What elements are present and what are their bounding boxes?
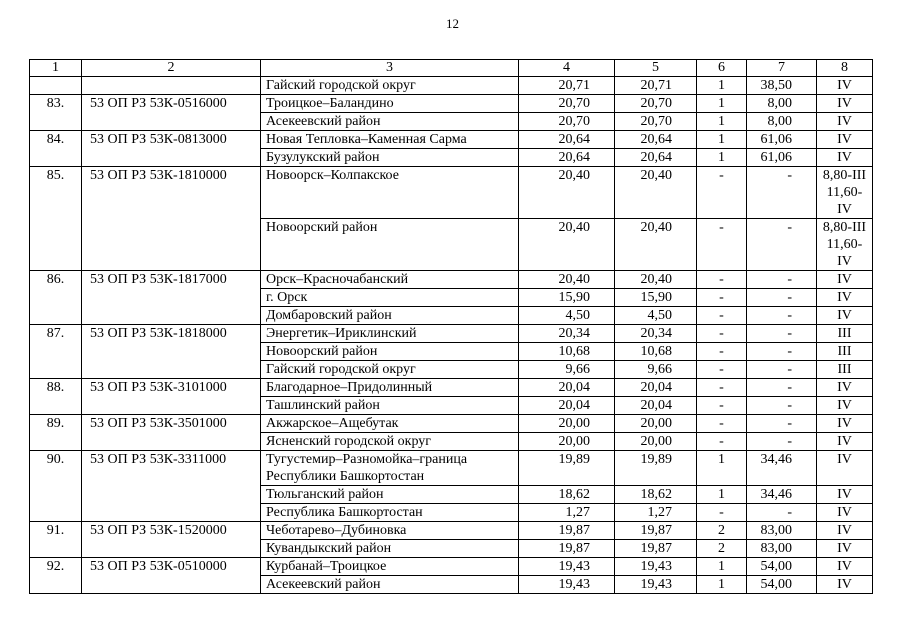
length-hard-cell: 20,04 [615, 379, 697, 397]
table-row [30, 95, 873, 113]
length-segment-cell: 61,06 [747, 149, 817, 167]
length-segment-cell: - [747, 307, 817, 325]
length-segment-cell: - [747, 397, 817, 415]
road-name-cell: Чеботарево–Дубиновка [261, 522, 519, 540]
length-total-cell: 19,43 [519, 558, 615, 576]
length-total-cell: 20,70 [519, 113, 615, 131]
length-hard-cell: 4,50 [615, 307, 697, 325]
length-total-cell: 15,90 [519, 289, 615, 307]
table-row [30, 451, 873, 486]
category-cell: IV [817, 131, 873, 149]
roads-table [29, 59, 873, 594]
category-cell: IV [817, 486, 873, 504]
length-total-cell: 20,04 [519, 397, 615, 415]
table-row [30, 522, 873, 540]
lanes-cell: 1 [697, 131, 747, 149]
road-code-cell: 53 ОП РЗ 53К-1520000 [82, 522, 261, 558]
row-number-cell: 90. [30, 451, 82, 522]
row-number-cell: 86. [30, 271, 82, 325]
lanes-cell: - [697, 379, 747, 397]
category-cell: 8,80-III 11,60-IV [817, 219, 873, 271]
road-name-cell: Тугустемир–Разномойка–граница Республики Башкортостан [261, 451, 519, 486]
row-number-cell: 91. [30, 522, 82, 558]
lanes-cell: - [697, 415, 747, 433]
road-name-cell: Орск–Красночабанский [261, 271, 519, 289]
length-total-cell: 19,43 [519, 576, 615, 594]
category-cell: IV [817, 379, 873, 397]
length-hard-cell: 19,43 [615, 576, 697, 594]
road-code-cell: 53 ОП РЗ 53К-1817000 [82, 271, 261, 325]
length-segment-cell: - [747, 504, 817, 522]
category-cell: IV [817, 415, 873, 433]
header-cell: 7 [747, 60, 817, 77]
length-total-cell: 19,89 [519, 451, 615, 486]
category-cell: IV [817, 113, 873, 131]
length-segment-cell: - [747, 219, 817, 271]
category-cell: IV [817, 558, 873, 576]
length-hard-cell: 15,90 [615, 289, 697, 307]
row-number-cell: 89. [30, 415, 82, 451]
category-cell: III [817, 361, 873, 379]
road-name-cell: Домбаровский район [261, 307, 519, 325]
road-code-cell: 53 ОП РЗ 53К-0516000 [82, 95, 261, 131]
length-hard-cell: 20,70 [615, 113, 697, 131]
road-name-cell: Новая Тепловка–Каменная Сарма [261, 131, 519, 149]
length-segment-cell: 83,00 [747, 540, 817, 558]
lanes-cell: - [697, 325, 747, 343]
category-cell: IV [817, 77, 873, 95]
length-total-cell: 9,66 [519, 361, 615, 379]
length-hard-cell: 20,40 [615, 271, 697, 289]
length-hard-cell: 18,62 [615, 486, 697, 504]
road-name-cell: Кувандыкский район [261, 540, 519, 558]
road-code-cell: 53 ОП РЗ 53К-0813000 [82, 131, 261, 167]
category-cell: IV [817, 433, 873, 451]
category-cell: IV [817, 397, 873, 415]
category-cell: IV [817, 504, 873, 522]
row-number-cell: 92. [30, 558, 82, 594]
table-row [30, 558, 873, 576]
length-segment-cell: 83,00 [747, 522, 817, 540]
road-code-cell: 53 ОП РЗ 53К-1818000 [82, 325, 261, 379]
road-name-cell: Ясненский городской округ [261, 433, 519, 451]
road-name-cell: Гайский городской округ [261, 361, 519, 379]
header-cell: 3 [261, 60, 519, 77]
road-name-cell: Ташлинский район [261, 397, 519, 415]
length-total-cell: 10,68 [519, 343, 615, 361]
table-row [30, 77, 873, 95]
road-name-cell: Асекеевский район [261, 576, 519, 594]
length-segment-cell: 38,50 [747, 77, 817, 95]
category-cell: III [817, 325, 873, 343]
table-row [30, 325, 873, 343]
length-total-cell: 20,40 [519, 167, 615, 219]
lanes-cell: 1 [697, 149, 747, 167]
length-segment-cell: - [747, 343, 817, 361]
length-total-cell: 20,40 [519, 271, 615, 289]
category-cell: IV [817, 149, 873, 167]
length-hard-cell: 9,66 [615, 361, 697, 379]
length-total-cell: 1,27 [519, 504, 615, 522]
length-total-cell: 19,87 [519, 522, 615, 540]
header-cell: 1 [30, 60, 82, 77]
category-cell: 8,80-III 11,60-IV [817, 167, 873, 219]
road-name-cell: Новоорск–Колпакское [261, 167, 519, 219]
page-number: 12 [446, 16, 459, 31]
road-code-cell: 53 ОП РЗ 53К-3501000 [82, 415, 261, 451]
header-cell: 6 [697, 60, 747, 77]
table-row [30, 167, 873, 219]
length-segment-cell: - [747, 415, 817, 433]
length-total-cell: 4,50 [519, 307, 615, 325]
road-name-cell: Троицкое–Баландино [261, 95, 519, 113]
lanes-cell: 2 [697, 522, 747, 540]
length-total-cell: 18,62 [519, 486, 615, 504]
length-hard-cell: 20,71 [615, 77, 697, 95]
length-segment-cell: - [747, 167, 817, 219]
row-number-cell: 85. [30, 167, 82, 271]
length-hard-cell: 19,87 [615, 522, 697, 540]
row-number-cell: 84. [30, 131, 82, 167]
lanes-cell: 1 [697, 451, 747, 486]
category-cell: IV [817, 95, 873, 113]
category-cell: IV [817, 522, 873, 540]
lanes-cell: 1 [697, 95, 747, 113]
table-row [30, 271, 873, 289]
road-name-cell: Асекеевский район [261, 113, 519, 131]
length-total-cell: 20,71 [519, 77, 615, 95]
lanes-cell: - [697, 271, 747, 289]
road-code-cell: 53 ОП РЗ 53К-1810000 [82, 167, 261, 271]
lanes-cell: - [697, 361, 747, 379]
length-total-cell: 20,40 [519, 219, 615, 271]
road-name-cell: Бузулукский район [261, 149, 519, 167]
lanes-cell: 1 [697, 77, 747, 95]
length-segment-cell: - [747, 325, 817, 343]
road-name-cell: Акжарское–Ащебутак [261, 415, 519, 433]
lanes-cell: - [697, 504, 747, 522]
header-cell: 8 [817, 60, 873, 77]
road-name-cell: Благодарное–Придолинный [261, 379, 519, 397]
length-hard-cell: 20,70 [615, 95, 697, 113]
length-total-cell: 20,04 [519, 379, 615, 397]
lanes-cell: 1 [697, 113, 747, 131]
road-name-cell: г. Орск [261, 289, 519, 307]
length-hard-cell: 20,34 [615, 325, 697, 343]
road-name-cell: Энергетик–Ириклинский [261, 325, 519, 343]
lanes-cell: - [697, 167, 747, 219]
length-segment-cell: 54,00 [747, 558, 817, 576]
road-name-cell: Республика Башкортостан [261, 504, 519, 522]
lanes-cell: - [697, 307, 747, 325]
road-name-cell: Курбанай–Троицкое [261, 558, 519, 576]
length-segment-cell: - [747, 361, 817, 379]
length-total-cell: 20,00 [519, 415, 615, 433]
row-number-cell [30, 77, 82, 95]
lanes-cell: - [697, 397, 747, 415]
length-total-cell: 19,87 [519, 540, 615, 558]
length-hard-cell: 1,27 [615, 504, 697, 522]
category-cell: IV [817, 307, 873, 325]
lanes-cell: 2 [697, 540, 747, 558]
row-number-cell: 87. [30, 325, 82, 379]
length-segment-cell: 54,00 [747, 576, 817, 594]
length-total-cell: 20,34 [519, 325, 615, 343]
length-hard-cell: 20,40 [615, 219, 697, 271]
road-name-cell: Тюльганский район [261, 486, 519, 504]
header-cell: 4 [519, 60, 615, 77]
road-code-cell: 53 ОП РЗ 53К-3101000 [82, 379, 261, 415]
road-code-cell [82, 77, 261, 95]
length-hard-cell: 20,00 [615, 433, 697, 451]
table-row [30, 131, 873, 149]
length-segment-cell: 34,46 [747, 451, 817, 486]
length-segment-cell: 8,00 [747, 95, 817, 113]
row-number-cell: 88. [30, 379, 82, 415]
length-segment-cell: - [747, 271, 817, 289]
length-segment-cell: 61,06 [747, 131, 817, 149]
lanes-cell: 1 [697, 486, 747, 504]
length-hard-cell: 19,87 [615, 540, 697, 558]
length-total-cell: 20,64 [519, 131, 615, 149]
table-body [30, 60, 873, 594]
length-segment-cell: - [747, 379, 817, 397]
table-row [30, 415, 873, 433]
lanes-cell: - [697, 219, 747, 271]
road-code-cell: 53 ОП РЗ 53К-0510000 [82, 558, 261, 594]
length-total-cell: 20,00 [519, 433, 615, 451]
header-cell: 5 [615, 60, 697, 77]
category-cell: IV [817, 271, 873, 289]
lanes-cell: - [697, 433, 747, 451]
category-cell: IV [817, 540, 873, 558]
lanes-cell: 1 [697, 576, 747, 594]
road-code-cell: 53 ОП РЗ 53К-3311000 [82, 451, 261, 522]
row-number-cell: 83. [30, 95, 82, 131]
header-cell: 2 [82, 60, 261, 77]
length-hard-cell: 20,64 [615, 131, 697, 149]
lanes-cell: 1 [697, 558, 747, 576]
length-hard-cell: 20,64 [615, 149, 697, 167]
length-segment-cell: 34,46 [747, 486, 817, 504]
category-cell: IV [817, 451, 873, 486]
table-header-row [30, 60, 873, 77]
road-name-cell: Новоорский район [261, 219, 519, 271]
table-row [30, 379, 873, 397]
length-total-cell: 20,70 [519, 95, 615, 113]
length-segment-cell: - [747, 289, 817, 307]
road-name-cell: Гайский городской округ [261, 77, 519, 95]
lanes-cell: - [697, 343, 747, 361]
length-segment-cell: 8,00 [747, 113, 817, 131]
category-cell: IV [817, 289, 873, 307]
length-hard-cell: 19,89 [615, 451, 697, 486]
length-segment-cell: - [747, 433, 817, 451]
length-hard-cell: 10,68 [615, 343, 697, 361]
road-name-cell: Новоорский район [261, 343, 519, 361]
lanes-cell: - [697, 289, 747, 307]
category-cell: IV [817, 576, 873, 594]
length-hard-cell: 19,43 [615, 558, 697, 576]
length-hard-cell: 20,00 [615, 415, 697, 433]
category-cell: III [817, 343, 873, 361]
length-total-cell: 20,64 [519, 149, 615, 167]
length-hard-cell: 20,04 [615, 397, 697, 415]
length-hard-cell: 20,40 [615, 167, 697, 219]
